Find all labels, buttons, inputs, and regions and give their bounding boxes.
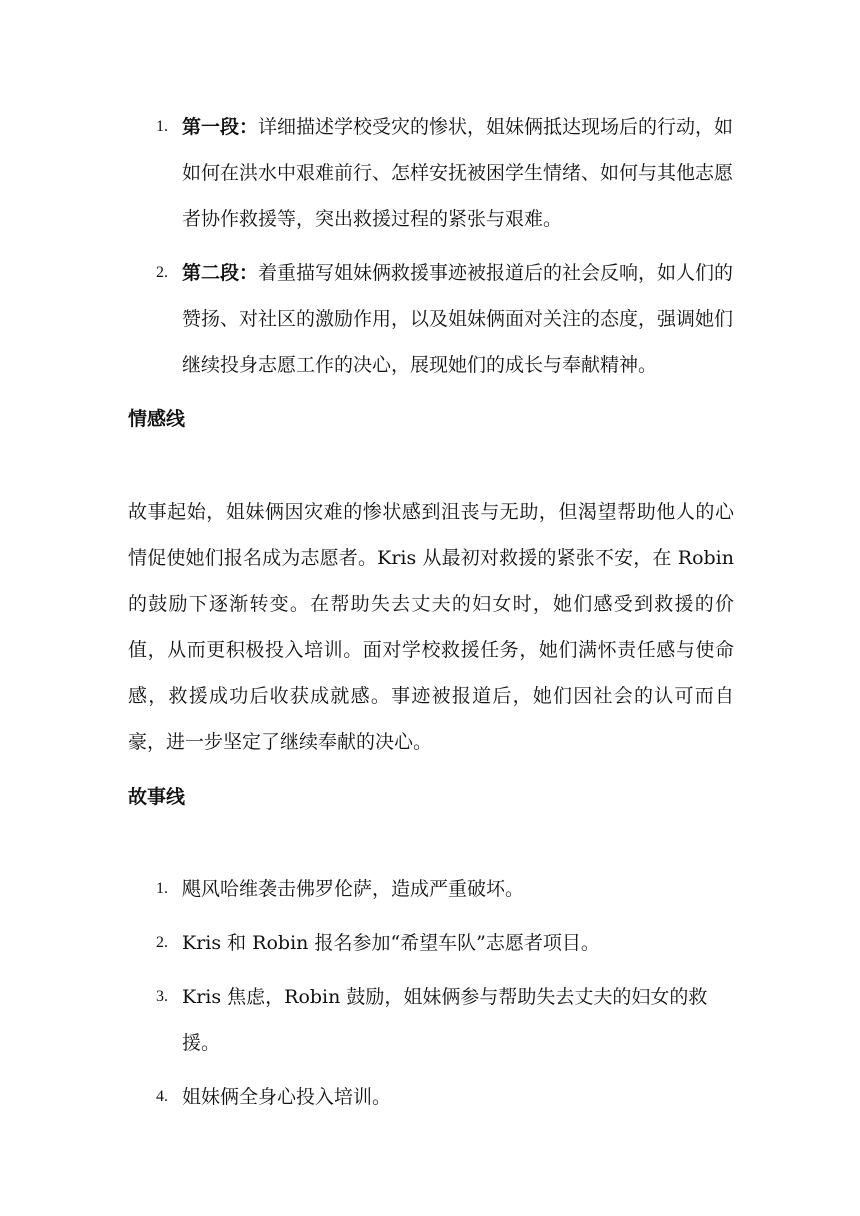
section-heading-story: 故事线 xyxy=(128,786,186,808)
story-item-2 xyxy=(128,920,734,966)
list-number: 4. xyxy=(156,1088,168,1105)
outline-text: 着重描写姐妹俩救援事迹被报道后的社会反响，如人们的赞扬、对社区的激励作用，以及姐妹俩面对关注的态度，强调她们继续投身志愿工作的决心，展现她们的成长与奉献精神。 xyxy=(182,262,734,376)
story-text: 姐妹俩全身心投入培训。 xyxy=(182,1086,392,1108)
story-item-1 xyxy=(128,866,734,912)
emotion-paragraph: 故事起始，姐妹俩因灾难的惨状感到沮丧与无助，但渴望帮助他人的心情促使她们报名成为志愿者。Kris 从最初对救援的紧张不安，在 Robin 的鼓励下逐渐转变。在帮助失去丈夫的妇女时，她们感受到救援的价值，从而更积极投入培训。面对学校救援任务，她们满怀责任感与使命感，救援成功后收获成就感。事迹被报道后，她们因社会的认可而自豪，进一步坚定了继续奉献的决心。 xyxy=(128,501,734,753)
outline-text: 详细描述学校受灾的惨状，姐妹俩抵达现场后的行动，如如何在洪水中艰难前行、怎样安抚被困学生情绪、如何与其他志愿者协作救援等，突出救援过程的紧张与艰难。 xyxy=(182,116,734,230)
outline-item-2 xyxy=(128,250,734,388)
outline-list xyxy=(128,104,734,388)
story-text: Kris 和 Robin 报名参加“希望车队”志愿者项目。 xyxy=(182,932,600,954)
list-number: 2. xyxy=(156,934,168,951)
list-number: 1. xyxy=(156,880,168,897)
story-list xyxy=(128,866,734,1120)
outline-item-1 xyxy=(128,104,734,242)
list-number: 2. xyxy=(156,264,168,281)
story-item-4 xyxy=(128,1074,734,1120)
list-number: 3. xyxy=(156,988,168,1005)
outline-term: 第二段： xyxy=(182,262,259,284)
story-item-3 xyxy=(128,974,734,1066)
outline-term: 第一段： xyxy=(182,116,259,138)
list-number: 1. xyxy=(156,118,168,135)
story-text: 飓风哈维袭击佛罗伦萨，造成严重破坏。 xyxy=(182,878,525,900)
section-heading-emotion: 情感线 xyxy=(128,408,186,430)
story-text: Kris 焦虑，Robin 鼓励，姐妹俩参与帮助失去丈夫的妇女的救援。 xyxy=(182,986,708,1054)
